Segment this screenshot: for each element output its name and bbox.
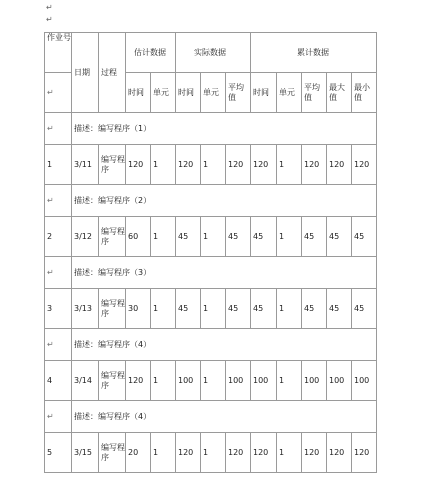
header-date: 日期 [72, 33, 99, 113]
cum-min-cell: 100 [352, 361, 377, 401]
act-time-cell: 120 [176, 145, 201, 185]
cum-max-cell: 120 [327, 433, 352, 473]
process-cell: 编写程序 [99, 361, 126, 401]
process-cell: 编写程序 [99, 289, 126, 329]
est-time-cell: 20 [126, 433, 151, 473]
est-time-cell: 60 [126, 217, 151, 257]
paragraph-mark: ↵ [46, 3, 53, 12]
act-avg-cell: 45 [226, 289, 251, 329]
est-time-cell: 120 [126, 145, 151, 185]
job-no-cell: 1 [45, 145, 72, 185]
cum-unit-cell: 1 [277, 217, 302, 257]
cum-unit-cell: 1 [277, 145, 302, 185]
est-unit-cell: 1 [151, 289, 176, 329]
data-row [45, 289, 377, 329]
date-cell: 3/14 [72, 361, 99, 401]
est-time-cell: 30 [126, 289, 151, 329]
job-no-cell: 3 [45, 289, 72, 329]
paragraph-mark: ↵ [46, 15, 53, 24]
cum-max-cell: 120 [327, 145, 352, 185]
data-row [45, 145, 377, 185]
job-no-cell: 2 [45, 217, 72, 257]
paragraph-mark: ↵ [45, 257, 72, 289]
cum-max-cell: 45 [327, 289, 352, 329]
paragraph-mark: ↵ [45, 73, 72, 113]
process-cell: 编写程序 [99, 433, 126, 473]
cum-avg-cell: 45 [302, 289, 327, 329]
date-cell: 3/15 [72, 433, 99, 473]
cum-time-cell: 120 [251, 433, 277, 473]
header-process: 过程 [99, 33, 126, 113]
header-estimated: 估计数据 [126, 33, 176, 73]
est-time-cell: 120 [126, 361, 151, 401]
header-est-unit: 单元 [151, 73, 176, 113]
act-time-cell: 45 [176, 289, 201, 329]
header-act-avg: 平均值 [226, 73, 251, 113]
est-unit-cell: 1 [151, 217, 176, 257]
cum-time-cell: 45 [251, 217, 277, 257]
cum-avg-cell: 100 [302, 361, 327, 401]
description-row [45, 257, 377, 289]
data-row [45, 361, 377, 401]
est-unit-cell: 1 [151, 361, 176, 401]
act-avg-cell: 120 [226, 145, 251, 185]
header-cum-min: 最小值 [352, 73, 377, 113]
description-row [45, 185, 377, 217]
description-row [45, 113, 377, 145]
act-time-cell: 120 [176, 433, 201, 473]
work-log-table [44, 32, 377, 473]
header-cum-unit: 单元 [277, 73, 302, 113]
cum-max-cell: 100 [327, 361, 352, 401]
description-row [45, 401, 377, 433]
process-cell: 编写程序 [99, 217, 126, 257]
cum-time-cell: 100 [251, 361, 277, 401]
description-text: 描述：编写程序（3） [72, 257, 377, 289]
cum-unit-cell: 1 [277, 433, 302, 473]
paragraph-mark: ↵ [45, 113, 72, 145]
paragraph-mark: ↵ [45, 329, 72, 361]
act-unit-cell: 1 [201, 361, 226, 401]
header-actual: 实际数据 [176, 33, 251, 73]
act-time-cell: 45 [176, 217, 201, 257]
job-no-cell: 5 [45, 433, 72, 473]
est-unit-cell: 1 [151, 145, 176, 185]
act-avg-cell: 100 [226, 361, 251, 401]
cum-time-cell: 120 [251, 145, 277, 185]
header-job-no: 作业号 [45, 33, 72, 73]
cum-unit-cell: 1 [277, 289, 302, 329]
header-cum-max: 最大值 [327, 73, 352, 113]
header-act-unit: 单元 [201, 73, 226, 113]
cum-min-cell: 120 [352, 433, 377, 473]
cum-max-cell: 45 [327, 217, 352, 257]
act-avg-cell: 120 [226, 433, 251, 473]
header-cum-time: 时间 [251, 73, 277, 113]
data-row [45, 433, 377, 473]
data-row [45, 217, 377, 257]
cum-time-cell: 45 [251, 289, 277, 329]
description-text: 描述：编写程序（1） [72, 113, 377, 145]
header-act-time: 时间 [176, 73, 201, 113]
paragraph-mark: ↵ [45, 185, 72, 217]
cum-avg-cell: 120 [302, 145, 327, 185]
cum-avg-cell: 120 [302, 433, 327, 473]
cum-min-cell: 45 [352, 289, 377, 329]
act-unit-cell: 1 [201, 217, 226, 257]
cum-unit-cell: 1 [277, 361, 302, 401]
est-unit-cell: 1 [151, 433, 176, 473]
date-cell: 3/11 [72, 145, 99, 185]
act-unit-cell: 1 [201, 289, 226, 329]
description-row [45, 329, 377, 361]
act-time-cell: 100 [176, 361, 201, 401]
act-unit-cell: 1 [201, 433, 226, 473]
header-cumulative: 累计数据 [251, 33, 377, 73]
cum-min-cell: 120 [352, 145, 377, 185]
description-text: 描述：编写程序（4） [72, 401, 377, 433]
date-cell: 3/13 [72, 289, 99, 329]
date-cell: 3/12 [72, 217, 99, 257]
header-cum-avg: 平均值 [302, 73, 327, 113]
process-cell: 编写程序 [99, 145, 126, 185]
job-no-cell: 4 [45, 361, 72, 401]
paragraph-mark: ↵ [45, 401, 72, 433]
description-text: 描述：编写程序（4） [72, 329, 377, 361]
act-unit-cell: 1 [201, 145, 226, 185]
cum-avg-cell: 45 [302, 217, 327, 257]
cum-min-cell: 45 [352, 217, 377, 257]
act-avg-cell: 45 [226, 217, 251, 257]
description-text: 描述：编写程序（2） [72, 185, 377, 217]
header-est-time: 时间 [126, 73, 151, 113]
